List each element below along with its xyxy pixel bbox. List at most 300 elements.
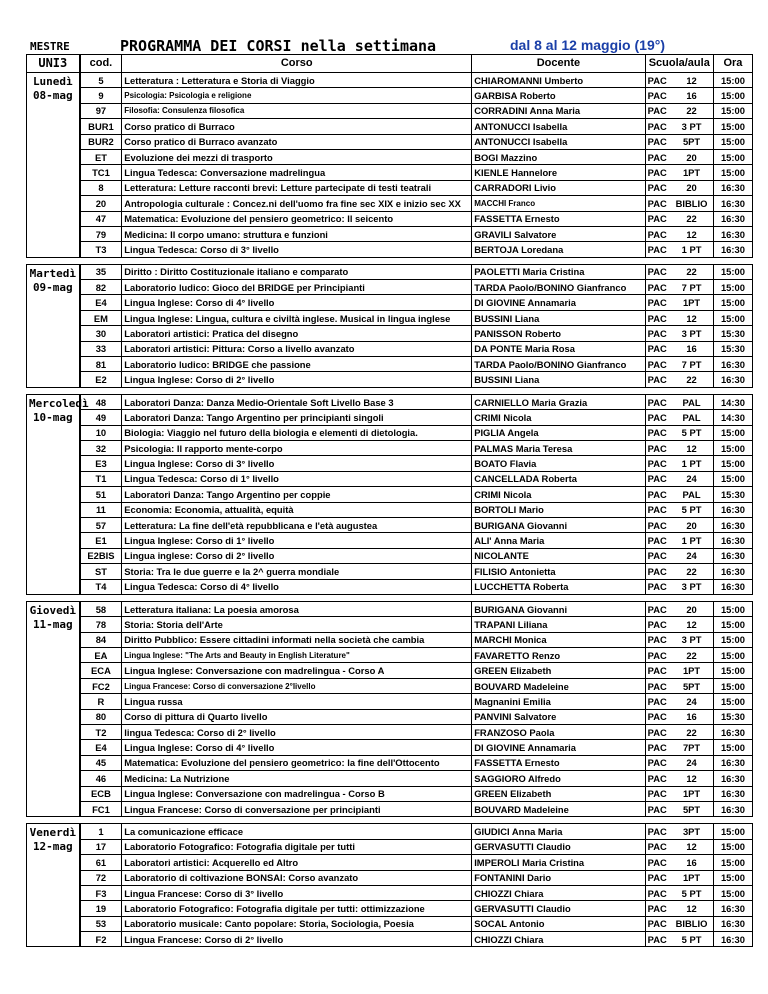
schedule-table	[26, 54, 753, 947]
room-name: 16	[670, 709, 713, 724]
teacher-name: IMPEROLI Maria Cristina	[472, 855, 645, 870]
course-name: Lingua Inglese: Corso di 4° livello	[122, 740, 472, 755]
day-separator	[27, 257, 753, 264]
course-code: 97	[80, 103, 122, 118]
course-code: FC2	[80, 678, 122, 693]
course-name: Lingua russa	[122, 694, 472, 709]
course-row	[27, 786, 753, 801]
course-code: 9	[80, 88, 122, 103]
course-row	[27, 242, 753, 257]
course-code: E1	[80, 533, 122, 548]
start-time: 16:30	[713, 916, 752, 931]
school-name: PAC	[645, 73, 670, 88]
course-row	[27, 885, 753, 900]
course-name: Laboratorio ludico: BRIDGE che passione	[122, 357, 472, 372]
course-row	[27, 517, 753, 532]
course-code: 30	[80, 326, 122, 341]
teacher-name: PANISSON Roberto	[472, 326, 645, 341]
teacher-name: BORTOLI Mario	[472, 502, 645, 517]
school-name: PAC	[645, 410, 670, 425]
start-time: 15:00	[713, 839, 752, 854]
course-code: 20	[80, 196, 122, 211]
course-code: ECA	[80, 663, 122, 678]
teacher-name: ALI' Anna Maria	[472, 533, 645, 548]
room-name: 5PT	[670, 801, 713, 816]
course-name: Letteratura: La fine dell'età repubblicana e l'età augustea	[122, 517, 472, 532]
course-name: Lingua Inglese: Corso di 1° livello	[122, 533, 472, 548]
day-name: Martedì	[29, 266, 76, 280]
start-time: 15:00	[713, 885, 752, 900]
course-row	[27, 725, 753, 740]
course-name: Laboratori artistici: Acquerello ed Altro	[122, 855, 472, 870]
teacher-name: BURIGANA Giovanni	[472, 601, 645, 616]
school-name: PAC	[645, 502, 670, 517]
teacher-name: PAOLETTI Maria Cristina	[472, 264, 645, 279]
course-name: Matematica: Evoluzione del pensiero geometrico: la fine dell'Ottocento	[122, 755, 472, 770]
room-name: BIBLIO	[670, 916, 713, 931]
course-code: 48	[80, 394, 122, 409]
room-name: 1PT	[670, 165, 713, 180]
day-name: Mercoledì	[29, 396, 89, 410]
room-name: 22	[670, 725, 713, 740]
school-name: PAC	[645, 211, 670, 226]
teacher-name: GERVASUTTI Claudio	[472, 839, 645, 854]
start-time: 15:00	[713, 134, 752, 149]
school-name: PAC	[645, 119, 670, 134]
teacher-name: BURIGANA Giovanni	[472, 517, 645, 532]
teacher-name: ANTONUCCI Isabella	[472, 134, 645, 149]
course-name: Economia: Economia, attualità, equità	[122, 502, 472, 517]
course-row	[27, 824, 753, 839]
course-name: Medicina: La Nutrizione	[122, 771, 472, 786]
course-name: La comunicazione efficace	[122, 824, 472, 839]
teacher-name: FONTANINI Dario	[472, 870, 645, 885]
school-name: PAC	[645, 617, 670, 632]
course-row	[27, 471, 753, 486]
teacher-name: CARNIELLO Maria Grazia	[472, 394, 645, 409]
start-time: 15:00	[713, 280, 752, 295]
teacher-name: FRANZOSO Paola	[472, 725, 645, 740]
course-row	[27, 740, 753, 755]
room-name: 22	[670, 648, 713, 663]
day-name: Venerdì	[29, 826, 76, 840]
teacher-name: DI GIOVINE Annamaria	[472, 740, 645, 755]
start-time: 16:30	[713, 786, 752, 801]
school-name: PAC	[645, 740, 670, 755]
col-time-header: Ora	[713, 55, 752, 73]
start-time: 15:00	[713, 295, 752, 310]
room-name: 5 PT	[670, 502, 713, 517]
start-time: 15:00	[713, 824, 752, 839]
teacher-name: ANTONUCCI Isabella	[472, 119, 645, 134]
teacher-name: FAVARETTO Renzo	[472, 648, 645, 663]
course-code: 10	[80, 425, 122, 440]
school-name: PAC	[645, 755, 670, 770]
teacher-name: GREEN Elizabeth	[472, 786, 645, 801]
school-name: PAC	[645, 180, 670, 195]
day-separator	[27, 387, 753, 394]
start-time: 15:00	[713, 119, 752, 134]
course-name: Lingua Tedesca: Corso di 1° livello	[122, 471, 472, 486]
teacher-name: CORRADINI Anna Maria	[472, 103, 645, 118]
course-row	[27, 916, 753, 931]
course-name: Lingua Francese: Corso di conversazione per principianti	[122, 801, 472, 816]
school-name: PAC	[645, 771, 670, 786]
start-time: 16:30	[713, 725, 752, 740]
course-name: Laboratorio Fotografico: Fotografia digitale per tutti	[122, 839, 472, 854]
teacher-name: GREEN Elizabeth	[472, 663, 645, 678]
day-cell	[27, 73, 80, 258]
school-name: PAC	[645, 678, 670, 693]
teacher-name: BOATO Flavia	[472, 456, 645, 471]
start-time: 16:30	[713, 932, 752, 947]
school-name: PAC	[645, 295, 670, 310]
course-code: 80	[80, 709, 122, 724]
start-time: 15:00	[713, 471, 752, 486]
separator-cell	[27, 387, 753, 394]
room-name: 1 PT	[670, 242, 713, 257]
school-name: PAC	[645, 357, 670, 372]
teacher-name: BUSSINI Liana	[472, 372, 645, 387]
course-row	[27, 801, 753, 816]
room-name: 12	[670, 226, 713, 241]
course-name: Laboratori artistici: Pittura: Corso a livello avanzato	[122, 341, 472, 356]
course-code: F3	[80, 885, 122, 900]
start-time: 15:00	[713, 165, 752, 180]
course-code: E4	[80, 295, 122, 310]
course-row	[27, 149, 753, 164]
course-name: Psicologia: Psicologia e religione	[122, 88, 472, 103]
course-row	[27, 372, 753, 387]
uni-label: UNI3	[27, 55, 80, 73]
course-code: 79	[80, 226, 122, 241]
start-time: 16:30	[713, 801, 752, 816]
start-time: 15:30	[713, 326, 752, 341]
school-name: PAC	[645, 648, 670, 663]
room-name: 1PT	[670, 663, 713, 678]
course-code: 49	[80, 410, 122, 425]
start-time: 15:00	[713, 694, 752, 709]
school-name: PAC	[645, 280, 670, 295]
course-name: Laboratori Danza: Danza Medio-Orientale Soft Livello Base 3	[122, 394, 472, 409]
course-name: Lingua Francese: Corso di conversazione 2°livello	[122, 678, 472, 693]
school-name: PAC	[645, 870, 670, 885]
room-name: 12	[670, 901, 713, 916]
course-code: ET	[80, 149, 122, 164]
course-row	[27, 564, 753, 579]
course-row	[27, 548, 753, 563]
start-time: 16:30	[713, 226, 752, 241]
teacher-name: SAGGIORO Alfredo	[472, 771, 645, 786]
start-time: 16:30	[713, 579, 752, 594]
course-name: Psicologia: Il rapporto mente-corpo	[122, 440, 472, 455]
room-name: 20	[670, 180, 713, 195]
start-time: 15:00	[713, 456, 752, 471]
school-name: PAC	[645, 601, 670, 616]
course-code: 78	[80, 617, 122, 632]
course-code: 46	[80, 771, 122, 786]
room-name: 16	[670, 88, 713, 103]
course-code: 61	[80, 855, 122, 870]
course-row	[27, 663, 753, 678]
course-name: Biologia: Viaggio nel futuro della biologia e elementi di dietologia.	[122, 425, 472, 440]
course-name: Letteratura : Letteratura e Storia di Viaggio	[122, 73, 472, 88]
separator-cell	[27, 594, 753, 601]
course-code: E2BIS	[80, 548, 122, 563]
school-name: PAC	[645, 226, 670, 241]
teacher-name: KIENLE Hannelore	[472, 165, 645, 180]
room-name: 1PT	[670, 295, 713, 310]
school-name: PAC	[645, 839, 670, 854]
course-code: 84	[80, 632, 122, 647]
course-name: Lingua Inglese: Corso di 2° livello	[122, 372, 472, 387]
school-name: PAC	[645, 694, 670, 709]
room-name: 24	[670, 755, 713, 770]
course-code: 51	[80, 487, 122, 502]
course-row	[27, 839, 753, 854]
course-name: Lingua Francese: Corso di 3° livello	[122, 885, 472, 900]
room-name: 1 PT	[670, 533, 713, 548]
course-code: T2	[80, 725, 122, 740]
teacher-name: CANCELLADA Roberta	[472, 471, 645, 486]
room-name: 20	[670, 517, 713, 532]
teacher-name: CARRADORI Livio	[472, 180, 645, 195]
col-room-header: Scuola/aula	[645, 55, 713, 73]
course-code: 35	[80, 264, 122, 279]
course-row	[27, 709, 753, 724]
school-name: PAC	[645, 471, 670, 486]
course-name: Lingua Inglese: Conversazione con madrelingua - Corso B	[122, 786, 472, 801]
school-name: PAC	[645, 165, 670, 180]
teacher-name: Magnanini Emilia	[472, 694, 645, 709]
course-name: Laboratorio ludico: Gioco del BRIDGE per Principianti	[122, 280, 472, 295]
teacher-name: CHIAROMANNI Umberto	[472, 73, 645, 88]
room-name: 22	[670, 103, 713, 118]
start-time: 16:30	[713, 180, 752, 195]
course-row	[27, 196, 753, 211]
room-name: 12	[670, 771, 713, 786]
room-name: 12	[670, 440, 713, 455]
teacher-name: PANVINI Salvatore	[472, 709, 645, 724]
location-label: MESTRE	[30, 40, 70, 53]
course-code: 11	[80, 502, 122, 517]
course-name: Laboratori Danza: Tango Argentino per principianti singoli	[122, 410, 472, 425]
course-code: EA	[80, 648, 122, 663]
teacher-name: MARCHI Monica	[472, 632, 645, 647]
course-code: 17	[80, 839, 122, 854]
course-name: Lingua Inglese: "The Arts and Beauty in English Literature"	[122, 648, 472, 663]
course-row	[27, 119, 753, 134]
course-name: Laboratorio Fotografico: Fotografia digitale per tutti: ottimizzazione	[122, 901, 472, 916]
start-time: 16:30	[713, 771, 752, 786]
start-time: 15:00	[713, 678, 752, 693]
course-code: 57	[80, 517, 122, 532]
start-time: 15:00	[713, 73, 752, 88]
course-code: 72	[80, 870, 122, 885]
separator-cell	[27, 257, 753, 264]
course-name: Corso pratico di Burraco	[122, 119, 472, 134]
course-code: 19	[80, 901, 122, 916]
course-row	[27, 73, 753, 88]
start-time: 15:00	[713, 632, 752, 647]
room-name: 5 PT	[670, 932, 713, 947]
school-name: PAC	[645, 855, 670, 870]
course-name: Laboratorio musicale: Canto popolare: Storia, Sociologia, Poesia	[122, 916, 472, 931]
course-row	[27, 694, 753, 709]
room-name: 1PT	[670, 870, 713, 885]
start-time: 16:30	[713, 242, 752, 257]
course-name: Lingua Inglese: Corso di 3° livello	[122, 456, 472, 471]
course-code: 53	[80, 916, 122, 931]
school-name: PAC	[645, 456, 670, 471]
room-name: BIBLIO	[670, 196, 713, 211]
school-name: PAC	[645, 801, 670, 816]
course-code: 32	[80, 440, 122, 455]
teacher-name: CHIOZZI Chiara	[472, 932, 645, 947]
start-time: 15:00	[713, 663, 752, 678]
room-name: 20	[670, 601, 713, 616]
day-cell	[27, 601, 80, 816]
start-time: 16:30	[713, 196, 752, 211]
course-name: Lingua Francese: Corso di 2° livello	[122, 932, 472, 947]
teacher-name: SOCAL Antonio	[472, 916, 645, 931]
course-name: Lingua inglese: Corso di 2° livello	[122, 548, 472, 563]
start-time: 16:30	[713, 564, 752, 579]
teacher-name: PIGLIA Angela	[472, 425, 645, 440]
start-time: 16:30	[713, 901, 752, 916]
start-time: 16:30	[713, 755, 752, 770]
school-name: PAC	[645, 149, 670, 164]
course-name: Laboratori artistici: Pratica del disegno	[122, 326, 472, 341]
course-name: Storia: Storia dell'Arte	[122, 617, 472, 632]
day-name: Lunedì	[32, 75, 73, 88]
start-time: 16:30	[713, 211, 752, 226]
course-code: BUR1	[80, 119, 122, 134]
course-code: ST	[80, 564, 122, 579]
start-time: 15:00	[713, 440, 752, 455]
teacher-name: GRAVILI Salvatore	[472, 226, 645, 241]
col-course-header: Corso	[122, 55, 472, 73]
course-row	[27, 226, 753, 241]
course-row	[27, 601, 753, 616]
course-name: Laboratori Danza: Tango Argentino per coppie	[122, 487, 472, 502]
room-name: 3 PT	[670, 579, 713, 594]
room-name: 5 PT	[670, 885, 713, 900]
room-name: PAL	[670, 410, 713, 425]
course-name: Diritto : Diritto Costituzionale italiano e comparato	[122, 264, 472, 279]
course-row	[27, 533, 753, 548]
course-name: lingua Tedesca: Corso di 2° livello	[122, 725, 472, 740]
room-name: 22	[670, 372, 713, 387]
school-name: PAC	[645, 88, 670, 103]
course-row	[27, 165, 753, 180]
course-name: Corso di pittura di Quarto livello	[122, 709, 472, 724]
course-row	[27, 855, 753, 870]
school-name: PAC	[645, 196, 670, 211]
teacher-name: CHIOZZI Chiara	[472, 885, 645, 900]
course-row	[27, 579, 753, 594]
day-cell	[27, 824, 80, 947]
table-header-row	[27, 55, 753, 73]
school-name: PAC	[645, 533, 670, 548]
room-name: 12	[670, 617, 713, 632]
start-time: 16:30	[713, 502, 752, 517]
course-name: Laboratorio di coltivazione BONSAI: Corso avanzato	[122, 870, 472, 885]
school-name: PAC	[645, 134, 670, 149]
teacher-name: BOUVARD Madeleine	[472, 678, 645, 693]
school-name: PAC	[645, 326, 670, 341]
school-name: PAC	[645, 564, 670, 579]
course-row	[27, 632, 753, 647]
day-date: 08-mag	[32, 89, 73, 102]
course-row	[27, 410, 753, 425]
course-row	[27, 134, 753, 149]
school-name: PAC	[645, 310, 670, 325]
school-name: PAC	[645, 242, 670, 257]
room-name: 3 PT	[670, 119, 713, 134]
school-name: PAC	[645, 709, 670, 724]
course-code: EM	[80, 310, 122, 325]
course-code: FC1	[80, 801, 122, 816]
course-code: T1	[80, 471, 122, 486]
room-name: 12	[670, 310, 713, 325]
course-name: Storia: Tra le due guerre e la 2^ guerra mondiale	[122, 564, 472, 579]
course-row	[27, 648, 753, 663]
course-row	[27, 502, 753, 517]
separator-cell	[27, 817, 753, 824]
teacher-name: FASSETTA Ernesto	[472, 211, 645, 226]
school-name: PAC	[645, 103, 670, 118]
teacher-name: CRIMI Nicola	[472, 410, 645, 425]
col-teacher-header: Docente	[472, 55, 645, 73]
teacher-name: DA PONTE Maria Rosa	[472, 341, 645, 356]
course-row	[27, 755, 753, 770]
day-cell	[27, 264, 80, 387]
course-code: 1	[80, 824, 122, 839]
course-row	[27, 617, 753, 632]
teacher-name: TARDA Paolo/BONINO Gianfranco	[472, 357, 645, 372]
day-cell	[27, 394, 89, 594]
school-name: PAC	[645, 487, 670, 502]
course-row	[27, 357, 753, 372]
start-time: 15:00	[713, 149, 752, 164]
start-time: 16:30	[713, 357, 752, 372]
start-time: 15:00	[713, 740, 752, 755]
day-date: 09-mag	[32, 280, 73, 294]
teacher-name: TARDA Paolo/BONINO Gianfranco	[472, 280, 645, 295]
course-name: Filosofia: Consulenza filosofica	[122, 103, 472, 118]
school-name: PAC	[645, 341, 670, 356]
teacher-name: BERTOJA Loredana	[472, 242, 645, 257]
course-code: TC1	[80, 165, 122, 180]
teacher-name: CRIMI Nicola	[472, 487, 645, 502]
course-row	[27, 425, 753, 440]
course-code: 81	[80, 357, 122, 372]
course-row	[27, 487, 753, 502]
room-name: 16	[670, 341, 713, 356]
course-row	[27, 678, 753, 693]
school-name: PAC	[645, 548, 670, 563]
course-code: E2	[80, 372, 122, 387]
school-name: PAC	[645, 725, 670, 740]
school-name: PAC	[645, 517, 670, 532]
start-time: 15:30	[713, 341, 752, 356]
course-name: Lingua Inglese: Corso di 4° livello	[122, 295, 472, 310]
start-time: 14:30	[713, 410, 752, 425]
page-title: PROGRAMMA DEI CORSI nella settimana	[120, 37, 437, 55]
room-name: 7 PT	[670, 357, 713, 372]
school-name: PAC	[645, 901, 670, 916]
